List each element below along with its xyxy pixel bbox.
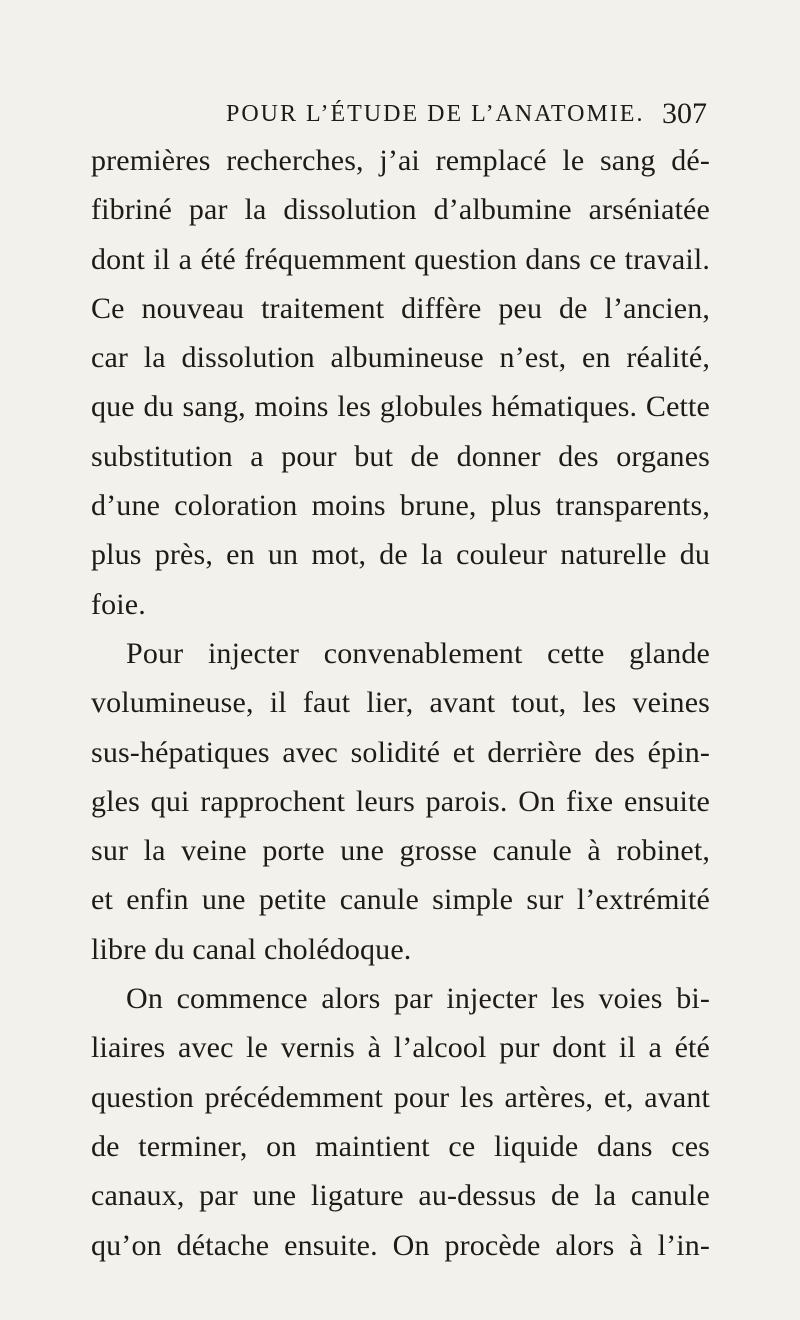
paragraph-first-line: On commence alors par injecter les voies bi-: [126, 982, 710, 1016]
text-line: libre du canal cholédoque.: [91, 932, 412, 966]
text-line: question précédemment pour les artères, et, avant: [91, 1080, 710, 1114]
text-line: foie.: [91, 587, 146, 621]
text-line: gles qui rapprochent leurs parois. On fixe ensuite: [91, 784, 710, 818]
text-line: d’une coloration moins brune, plus transparents,: [91, 489, 710, 523]
text-line: dont il a été fréquemment question dans ce travail.: [91, 242, 710, 276]
body-text: [91, 136, 710, 1270]
text-line: de terminer, on maintient ce liquide dans ces: [91, 1129, 710, 1163]
text-line: sur la veine porte une grosse canule à robinet,: [91, 834, 710, 868]
running-head: [0, 94, 800, 134]
page-number: 307: [662, 97, 707, 130]
paragraph-first-line: Pour injecter convenablement cette glande: [126, 636, 710, 670]
text-line: substitution a pour but de donner des organes: [91, 439, 710, 473]
text-line: premières recherches, j’ai remplacé le sang dé-: [91, 144, 710, 177]
text-line: et enfin une petite canule simple sur l’extrémité: [91, 883, 710, 917]
text-line: fibriné par la dissolution d’albumine arséniatée: [91, 193, 710, 227]
running-title: POUR L’ÉTUDE DE L’ANATOMIE.: [226, 101, 645, 127]
text-line: qu’on détache ensuite. On procède alors à l’in-: [91, 1228, 710, 1262]
text-line: que du sang, moins les globules hématiques. Cette: [91, 390, 710, 424]
text-line: liaires avec le vernis à l’alcool pur dont il a été: [91, 1031, 710, 1065]
text-line: Ce nouveau traitement diffère peu de l’ancien,: [91, 291, 710, 325]
text-line: plus près, en un mot, de la couleur naturelle du: [91, 538, 710, 572]
text-line: volumineuse, il faut lier, avant tout, les veines: [91, 686, 710, 720]
text-line: car la dissolution albumineuse n’est, en réalité,: [91, 341, 710, 375]
text-line: sus-hépatiques avec solidité et derrière des épin-: [91, 735, 710, 769]
text-line: canaux, par une ligature au-dessus de la canule: [91, 1179, 710, 1213]
